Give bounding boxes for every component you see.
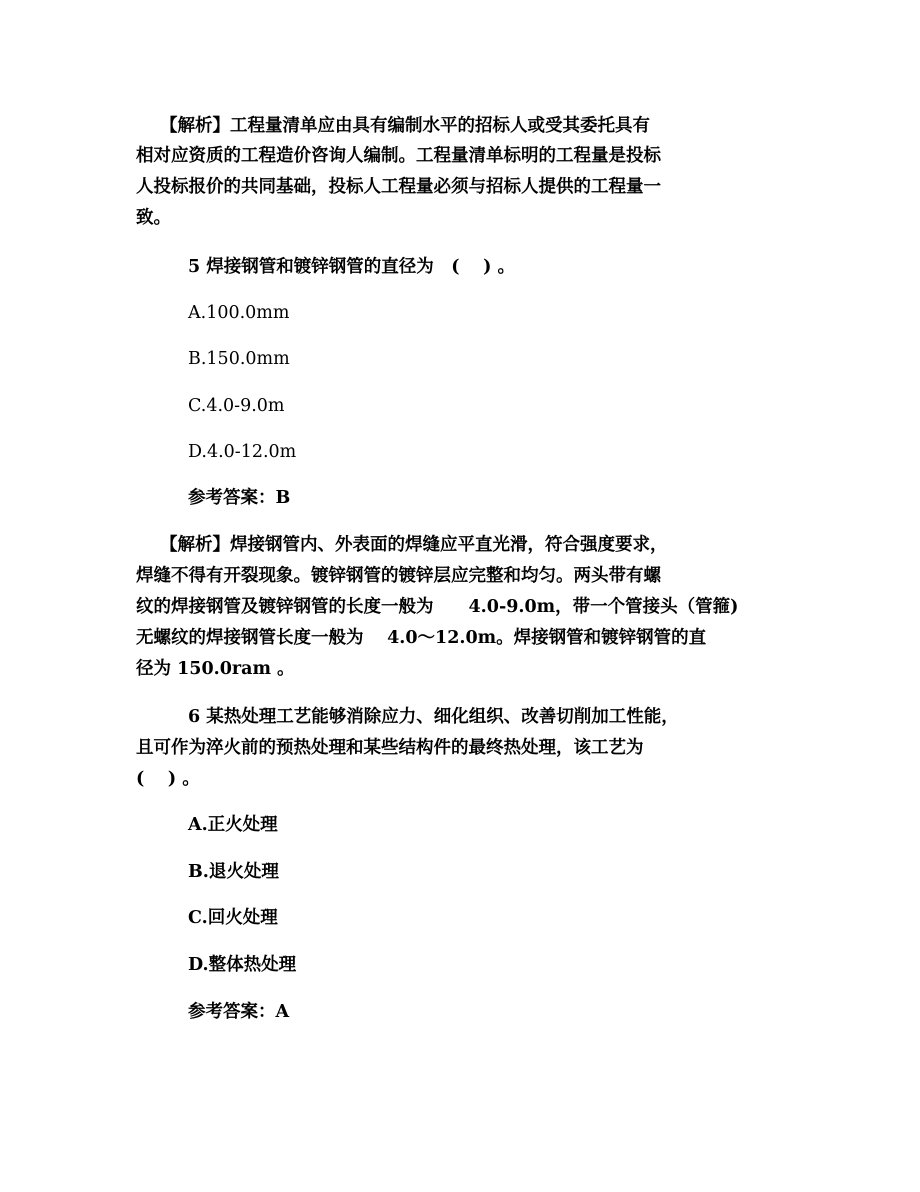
question-5-option-b: B.150.0mm	[188, 349, 290, 369]
analysis-q4-line-4: 致。	[136, 208, 171, 228]
analysis-q5-line-1: 【解析】焊接钢管内、外表面的焊缝应平直光滑，符合强度要求，	[160, 535, 668, 555]
question-6-stem-line-1: 6 某热处理工艺能够消除应力、细化组织、改善切削加工性能，	[188, 707, 679, 727]
question-6-option-a: A.正火处理	[188, 815, 278, 835]
question-6-option-b: B.退火处理	[188, 862, 279, 882]
question-6-stem-line-3: ( ) 。	[136, 769, 200, 789]
analysis-q5-line-4: 无螺纹的焊接钢管长度一般为 4.0～12.0m。焊接钢管和镀锌钢管的直	[136, 628, 707, 648]
analysis-q4-line-2: 相对应资质的工程造价咨询人编制。工程量清单标明的工程量是投标	[136, 146, 661, 166]
analysis-q4-line-1: 【解析】工程量清单应由具有编制水平的招标人或受其委托具有	[160, 116, 650, 136]
question-6-stem-line-2: 且可作为淬火前的预热处理和某些结构件的最终热处理，该工艺为	[136, 738, 644, 758]
question-5-option-a: A.100.0mm	[188, 303, 290, 323]
question-5-option-d: D.4.0-12.0m	[188, 442, 297, 462]
question-6-option-d: D.整体热处理	[188, 955, 297, 975]
question-6-option-c: C.回火处理	[188, 908, 278, 928]
question-6-answer: 参考答案：A	[188, 1002, 290, 1022]
analysis-q5-line-5: 径为 150.0ram 。	[136, 659, 295, 679]
analysis-q5-line-2: 焊缝不得有开裂现象。镀锌钢管的镀锌层应完整和均匀。两头带有螺	[136, 566, 661, 586]
question-5-option-c: C.4.0-9.0m	[188, 396, 285, 416]
question-5-stem: 5 焊接钢管和镀锌钢管的直径为 ( ) 。	[188, 257, 516, 277]
question-5-answer: 参考答案：B	[188, 488, 291, 508]
analysis-q5-line-3: 纹的焊接钢管及镀锌钢管的长度一般为 4.0-9.0m，带一个管接头（管箍)	[136, 597, 739, 617]
analysis-q4-line-3: 人投标报价的共同基础，投标人工程量必须与招标人提供的工程量一	[136, 177, 661, 197]
